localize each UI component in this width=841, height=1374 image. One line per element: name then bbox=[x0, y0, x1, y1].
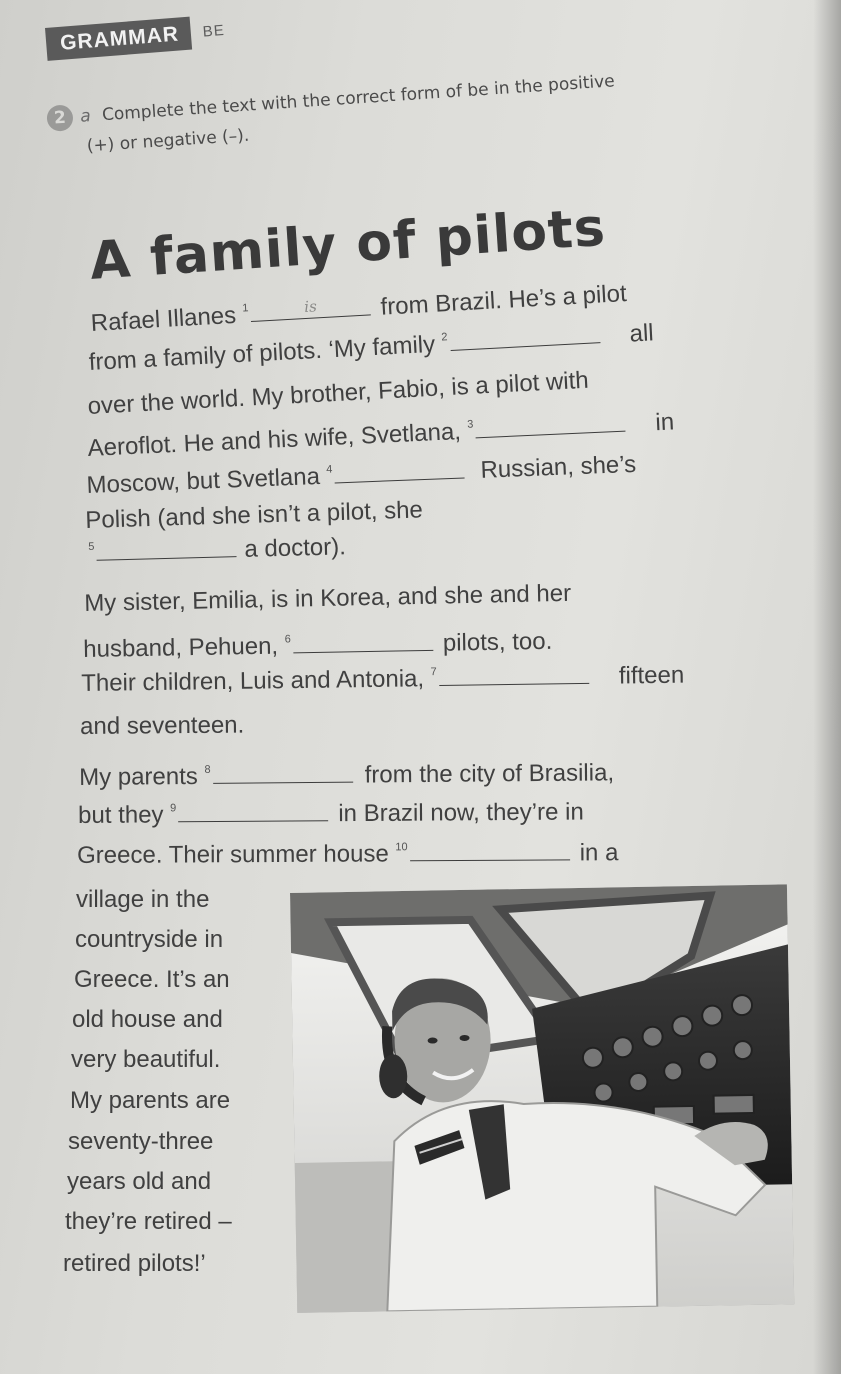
gap-number: 9 bbox=[170, 802, 177, 815]
article-line bbox=[63, 1250, 206, 1278]
line-text: they’re retired – bbox=[65, 1208, 232, 1235]
answer-blank-1[interactable] bbox=[250, 292, 371, 322]
line-text: over the world. My brother, Fabio, is a pilot with bbox=[87, 366, 590, 420]
line-text: Greece. Their summer house bbox=[77, 840, 396, 869]
pilot-in-cockpit-photo bbox=[290, 884, 794, 1313]
line-text-after-blank: all bbox=[628, 319, 655, 348]
answer-blank-7[interactable] bbox=[439, 661, 589, 686]
article-line bbox=[72, 1006, 223, 1034]
line-text: old house and bbox=[72, 1006, 223, 1033]
exercise-letter: a bbox=[79, 106, 92, 127]
article-line bbox=[67, 1168, 211, 1196]
line-text: Aeroflot. He and his wife, Svetlana, bbox=[87, 417, 469, 462]
line-text: countryside in bbox=[75, 926, 224, 953]
section-topic: BE bbox=[202, 21, 226, 41]
section-badge: GRAMMAR bbox=[45, 17, 192, 61]
gap-number: 2 bbox=[441, 331, 448, 344]
line-text: My parents are bbox=[70, 1087, 231, 1114]
line-text: Rafael Illanes bbox=[90, 301, 244, 337]
article-line bbox=[81, 660, 684, 698]
article-line bbox=[83, 626, 552, 664]
line-text: retired pilots!’ bbox=[63, 1250, 206, 1277]
answer-blank-9[interactable] bbox=[178, 798, 328, 822]
line-text: husband, Pehuen, bbox=[83, 632, 285, 663]
line-text-after-blank: a doctor). bbox=[244, 533, 347, 563]
line-text-after-blank: in Brazil now, they’re in bbox=[338, 798, 584, 828]
line-text: Moscow, but Svetlana bbox=[86, 462, 328, 499]
article-line bbox=[65, 1208, 232, 1236]
line-text-after-blank: Russian, she’s bbox=[480, 450, 637, 484]
gap-number: 3 bbox=[466, 418, 474, 431]
gap-number: 10 bbox=[395, 841, 408, 854]
gap-number: 1 bbox=[242, 302, 249, 315]
exercise-number-badge: 2 bbox=[46, 104, 74, 132]
line-text: seventy-three bbox=[68, 1128, 214, 1155]
line-text: years old and bbox=[67, 1168, 212, 1195]
article-line bbox=[71, 1046, 220, 1074]
line-text: from a family of pilots. ‘My family bbox=[88, 330, 443, 376]
line-text-after-blank: pilots, too. bbox=[442, 627, 553, 657]
instruction-line-2: (+) or negative (–). bbox=[86, 125, 250, 157]
answer-blank-2[interactable] bbox=[449, 320, 600, 351]
line-text-after-blank: from Brazil. He’s a pilot bbox=[379, 280, 628, 321]
article-line bbox=[70, 1087, 230, 1115]
page-edge-shadow bbox=[813, 0, 841, 1374]
answer-blank-3[interactable] bbox=[475, 409, 626, 439]
line-text: Their children, Luis and Antonia, bbox=[81, 665, 431, 697]
article-title: A family of pilots bbox=[88, 197, 608, 292]
gap-number: 6 bbox=[284, 633, 291, 646]
line-text: My parents bbox=[79, 762, 205, 791]
handwritten-answer: is bbox=[303, 297, 318, 317]
answer-blank-10[interactable] bbox=[410, 837, 570, 861]
gap-number: 4 bbox=[326, 463, 333, 476]
line-text-after-blank: fifteen bbox=[618, 661, 685, 690]
gap-number: 8 bbox=[204, 763, 211, 776]
article-line bbox=[74, 966, 230, 994]
line-text-after-blank: in bbox=[654, 408, 675, 437]
article-line bbox=[79, 757, 614, 792]
answer-blank-8[interactable] bbox=[213, 760, 353, 784]
gap-number: 7 bbox=[430, 666, 437, 679]
line-text: and seventeen. bbox=[80, 711, 245, 740]
article-line bbox=[80, 712, 244, 741]
answer-blank-4[interactable] bbox=[334, 455, 465, 483]
line-text: Polish (and she isn’t a pilot, she bbox=[85, 496, 424, 534]
article-line bbox=[75, 926, 223, 954]
line-text: very beautiful. bbox=[71, 1046, 221, 1073]
line-text-after-blank: in a bbox=[579, 839, 619, 867]
article-line bbox=[84, 580, 571, 618]
article-line bbox=[77, 837, 618, 870]
article-line bbox=[76, 886, 209, 914]
line-text-after-blank: from the city of Brasilia, bbox=[364, 759, 615, 789]
article-line bbox=[68, 1128, 213, 1156]
line-text: village in the bbox=[76, 886, 210, 913]
gap-number: 5 bbox=[88, 540, 95, 553]
line-text: My sister, Emilia, is in Korea, and she and her bbox=[84, 579, 572, 617]
answer-blank-6[interactable] bbox=[293, 628, 433, 653]
photo-illustration bbox=[290, 884, 794, 1313]
article-line bbox=[78, 796, 584, 830]
line-text: but they bbox=[78, 801, 171, 829]
instruction-line-1: Complete the text with the correct form of be in the positive bbox=[101, 71, 616, 126]
article-line bbox=[88, 531, 346, 568]
answer-blank-5[interactable] bbox=[96, 534, 237, 561]
article-line bbox=[85, 496, 423, 535]
line-text: Greece. It’s an bbox=[74, 966, 230, 993]
